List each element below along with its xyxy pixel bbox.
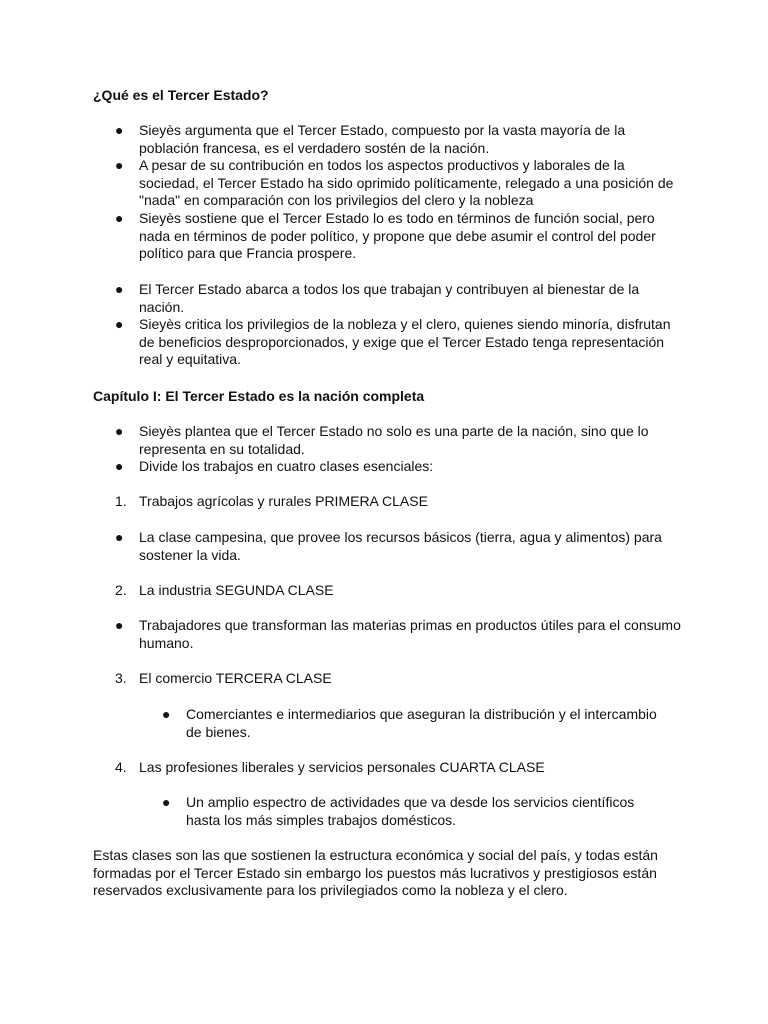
class-detail-text: Trabajadores que transforman las materias primas en productos útiles para el consumo humano. [139, 617, 681, 651]
list-item [115, 423, 685, 458]
section-heading-tercer-estado: ¿Qué es el Tercer Estado? [93, 87, 269, 103]
list-item-text: El Tercer Estado abarca a todos los que trabajan y contribuyen al bienestar de la nación. [139, 281, 640, 315]
list-number: 1. [115, 493, 127, 509]
class-detail-item-2 [115, 617, 685, 652]
list-item [115, 122, 685, 157]
class-detail-text: Un amplio espectro de actividades que va desde los servicios científicos hasta los más simples trabajos domésticos. [186, 794, 635, 828]
bullet-marker: ● [115, 122, 124, 138]
bullet-marker: ● [115, 281, 124, 297]
class-list-item-3 [115, 670, 685, 688]
class-detail-text: La clase campesina, que provee los recursos básicos (tierra, agua y alimentos) para sostener la vida. [139, 529, 662, 563]
list-number: 2. [115, 582, 127, 598]
class-title: El comercio TERCERA CLASE [139, 670, 332, 686]
list-item-text: Sieyès plantea que el Tercer Estado no solo es una parte de la nación, sino que lo representa en su totalidad. [139, 423, 649, 457]
list-item-text: Divide los trabajos en cuatro clases esenciales: [139, 458, 434, 474]
class-detail-item-1 [115, 529, 685, 564]
list-item [115, 157, 685, 210]
list-item [115, 316, 685, 369]
list-item-text: Sieyès sostiene que el Tercer Estado lo es todo en términos de función social, pero nada en términos de poder político, y propone que debe asumir el control del poder político para que Francia prospere. [139, 210, 656, 262]
bullet-marker: ● [115, 157, 124, 173]
class-list-item-1 [115, 493, 685, 511]
bullet-marker: ● [162, 794, 171, 810]
bullet-marker: ● [115, 423, 124, 439]
bullet-marker: ● [162, 706, 171, 722]
class-title: Trabajos agrícolas y rurales PRIMERA CLASE [139, 493, 428, 509]
bullet-marker: ● [115, 210, 124, 226]
bullet-marker: ● [115, 458, 124, 474]
closing-paragraph: Estas clases son las que sostienen la estructura económica y social del país, y todas están formadas por el Tercer Estado sin embargo los puestos más lucrativos y prestigiosos están reservados exclusivamente para los privilegiados como la nobleza y el clero. [93, 847, 658, 899]
bullet-marker: ● [115, 529, 124, 545]
class-title: La industria SEGUNDA CLASE [139, 582, 334, 598]
section-heading-capitulo-1: Capítulo I: El Tercer Estado es la nación completa [93, 388, 425, 404]
class-detail-text: Comerciantes e intermediarios que aseguran la distribución y el intercambio de bienes. [186, 706, 657, 740]
list-item [115, 458, 685, 476]
list-item [115, 281, 685, 316]
list-number: 3. [115, 670, 127, 686]
class-list-item-4 [115, 759, 685, 777]
list-item-text: A pesar de su contribución en todos los aspectos productivos y laborales de la sociedad, el Tercer Estado ha sido oprimido políticamente, relegado a una posición de "nada" en comparación con los privilegios del clero y la nobleza [139, 157, 674, 209]
list-number: 4. [115, 759, 127, 775]
bullet-marker: ● [115, 316, 124, 332]
class-title: Las profesiones liberales y servicios personales CUARTA CLASE [139, 759, 545, 775]
class-list-item-2 [115, 582, 685, 600]
list-item [115, 210, 685, 263]
bullet-marker: ● [115, 617, 124, 633]
list-item-text: Sieyès critica los privilegios de la nobleza y el clero, quienes siendo minoría, disfrutan de beneficios desproporcionados, y exige que el Tercer Estado tenga representación real y equitativa. [139, 316, 671, 368]
list-item-text: Sieyès argumenta que el Tercer Estado, compuesto por la vasta mayoría de la población francesa, es el verdadero sostén de la nación. [139, 122, 626, 156]
class-detail-item-3 [162, 706, 662, 741]
class-detail-item-4 [162, 794, 662, 829]
